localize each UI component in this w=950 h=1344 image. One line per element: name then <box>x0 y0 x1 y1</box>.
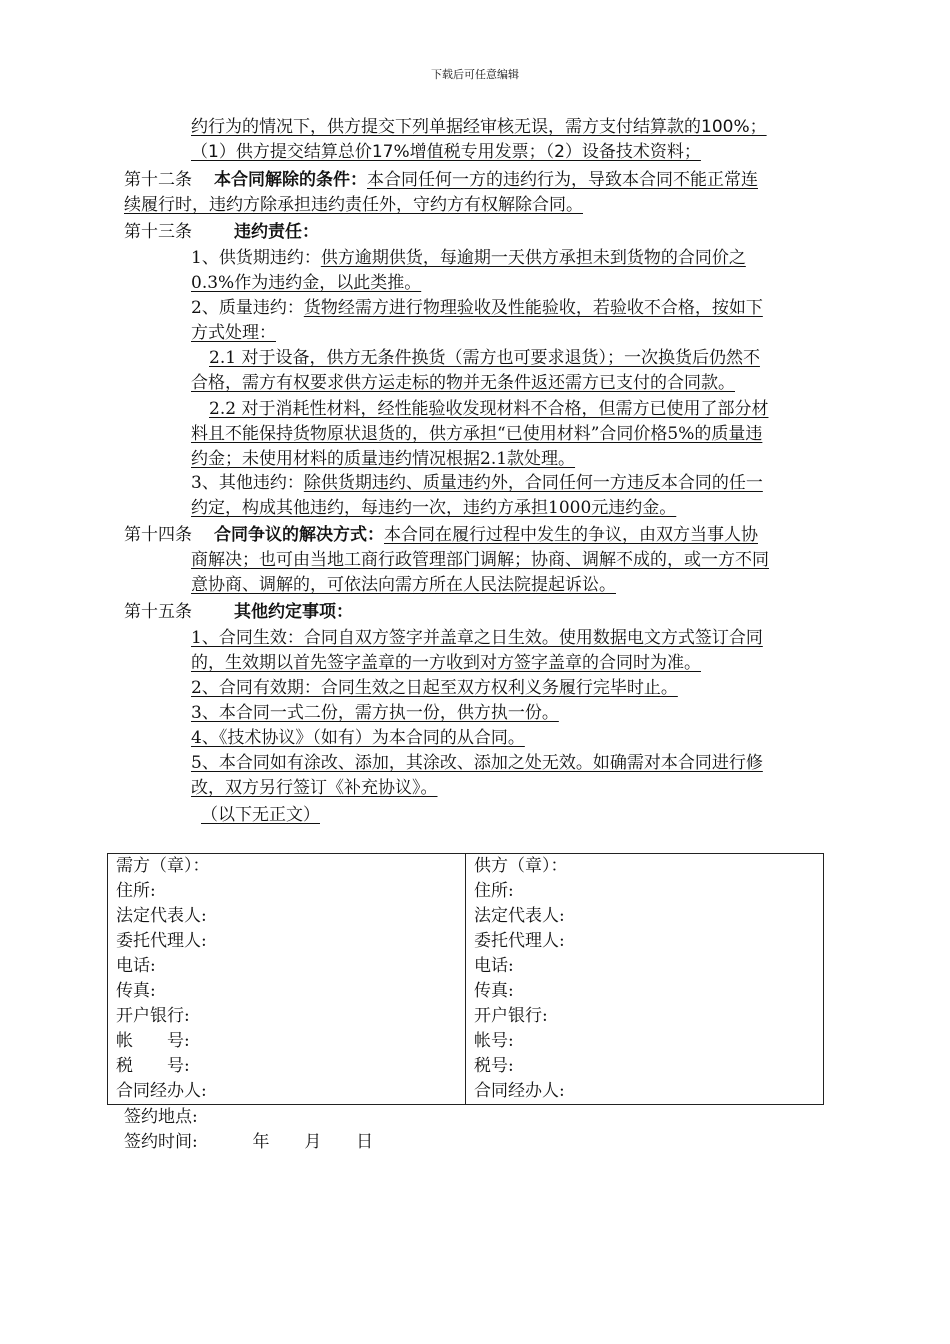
article-number: 第十二条 <box>124 170 192 190</box>
article-text: 本合同在履行过程中发生的争议，由双方当事人协 <box>384 525 758 545</box>
month-label: 月 <box>304 1132 322 1152</box>
supplier-legal-rep: 法定代表人: <box>474 906 565 926</box>
article-13-2-line-2: 方式处理： <box>191 323 276 343</box>
buyer-legal-rep: 法定代表人: <box>116 906 207 926</box>
article-14 <box>124 524 758 546</box>
clause-label: 3、其他违约： <box>191 473 304 493</box>
article-number: 第十三条 <box>124 222 192 242</box>
article-13-2-2-line-1: 2.2 对于消耗性材料，经性能验收发现材料不合格，但需方已使用了部分材 <box>209 399 769 419</box>
article-12-line-2: 续履行时，违约方除承担违约责任外，守约方有权解除合同。 <box>124 195 583 215</box>
article-15-5-line-2: 改，双方另行签订《补充协议》。 <box>191 778 438 798</box>
payment-line-1: 约行为的情况下，供方提交下列单据经审核无误，需方支付结算款的100%； <box>191 117 767 137</box>
signing-time-label: 签约时间: <box>124 1132 198 1152</box>
buyer-account: 帐 号: <box>116 1031 190 1051</box>
clause-text: 除供货期违约、质量违约外，合同任何一方违反本合同的任一 <box>303 473 763 493</box>
article-13-2-1-line-1: 2.1 对于设备，供方无条件换货（需方也可要求退货）；一次换货后仍然不 <box>209 348 760 368</box>
buyer-phone: 电话: <box>116 956 156 976</box>
article-15-3: 3、本合同一式二份，需方执一份，供方执一份。 <box>191 703 559 723</box>
signature-table <box>107 853 824 1105</box>
supplier-tax-no: 税号: <box>474 1056 514 1076</box>
article-title: 其他约定事项： <box>234 602 353 622</box>
supplier-bank: 开户银行: <box>474 1006 548 1026</box>
clause-label: 1、供货期违约： <box>191 248 321 268</box>
payment-line-2: （1）供方提交结算总价17%增值税专用发票；（2）设备技术资料； <box>191 142 701 162</box>
clause-text: 货物经需方进行物理验收及性能验收，若验收不合格，按如下 <box>303 298 763 318</box>
article-13-2-2-line-2: 料且不能保持货物原状退货的，供方承担“已使用材料”合同价格5%的质量违 <box>191 424 763 444</box>
day-label: 日 <box>356 1132 374 1152</box>
supplier-column <box>466 854 824 1105</box>
article-13-1 <box>191 247 746 269</box>
article-13-2-2-line-3: 约金；未使用材料的质量违约情况根据2.1款处理。 <box>191 449 576 469</box>
buyer-tax-no: 税 号: <box>116 1056 190 1076</box>
supplier-fax: 传真: <box>474 981 514 1001</box>
supplier-seal: 供方（章）： <box>474 856 568 876</box>
supplier-account: 帐号: <box>474 1031 514 1051</box>
buyer-seal: 需方（章）： <box>116 856 210 876</box>
article-13-3-line-2: 约定，构成其他违约，每违约一次，违约方承担1000元违约金。 <box>191 498 677 518</box>
buyer-column <box>108 854 466 1105</box>
clause-text: 供方逾期供货，每逾期一天供方承担未到货物的合同价之 <box>320 248 746 268</box>
article-15-5-line-1: 5、本合同如有涂改、添加，其涂改、添加之处无效。如确需对本合同进行修 <box>191 753 763 773</box>
article-13-1-line-2: 0.3%作为违约金，以此类推。 <box>191 273 422 293</box>
article-13-2 <box>191 297 763 319</box>
article-14-line-3: 意协商、调解的，可依法向需方所在人民法院提起诉讼。 <box>191 575 616 595</box>
clause-label: 2、质量违约： <box>191 298 304 318</box>
article-13-3 <box>191 472 763 494</box>
article-title: 合同争议的解决方式： <box>214 525 384 545</box>
article-number: 第十四条 <box>124 525 192 545</box>
article-13 <box>124 221 319 243</box>
no-more-text: （以下无正文） <box>201 805 320 825</box>
buyer-agent: 委托代理人: <box>116 931 207 951</box>
article-15 <box>124 601 353 623</box>
article-14-line-2: 商解决；也可由当地工商行政管理部门调解；协商、调解不成的，或一方不同 <box>191 550 769 570</box>
buyer-address: 住所: <box>116 881 156 901</box>
article-15-2: 2、合同有效期：合同生效之日起至双方权利义务履行完毕时止。 <box>191 678 678 698</box>
article-15-1-line-1: 1、合同生效：合同自双方签字并盖章之日生效。使用数据电文方式签订合同 <box>191 628 763 648</box>
article-15-1-line-2: 的，生效期以首先签字盖章的一方收到对方签字盖章的合同时为准。 <box>191 653 701 673</box>
article-15-4: 4、《技术协议》（如有）为本合同的从合同。 <box>191 728 525 748</box>
year-label: 年 <box>252 1132 270 1152</box>
article-title: 本合同解除的条件： <box>214 170 367 190</box>
article-13-2-1-line-2: 合格，需方有权要求供方运走标的物并无条件返还需方已支付的合同款。 <box>191 373 735 393</box>
article-number: 第十五条 <box>124 602 192 622</box>
supplier-agent: 委托代理人: <box>474 931 565 951</box>
signing-place: 签约地点: <box>124 1107 198 1127</box>
supplier-handler: 合同经办人: <box>474 1081 565 1101</box>
supplier-phone: 电话: <box>474 956 514 976</box>
signing-time <box>124 1131 373 1153</box>
buyer-fax: 传真: <box>116 981 156 1001</box>
article-text: 本合同任何一方的违约行为，导致本合同不能正常连 <box>367 170 758 190</box>
page-header: 下载后可任意编辑 <box>431 68 519 81</box>
article-title: 违约责任： <box>234 222 319 242</box>
article-12 <box>124 169 848 191</box>
buyer-bank: 开户银行: <box>116 1006 190 1026</box>
buyer-handler: 合同经办人: <box>116 1081 207 1101</box>
supplier-address: 住所: <box>474 881 514 901</box>
